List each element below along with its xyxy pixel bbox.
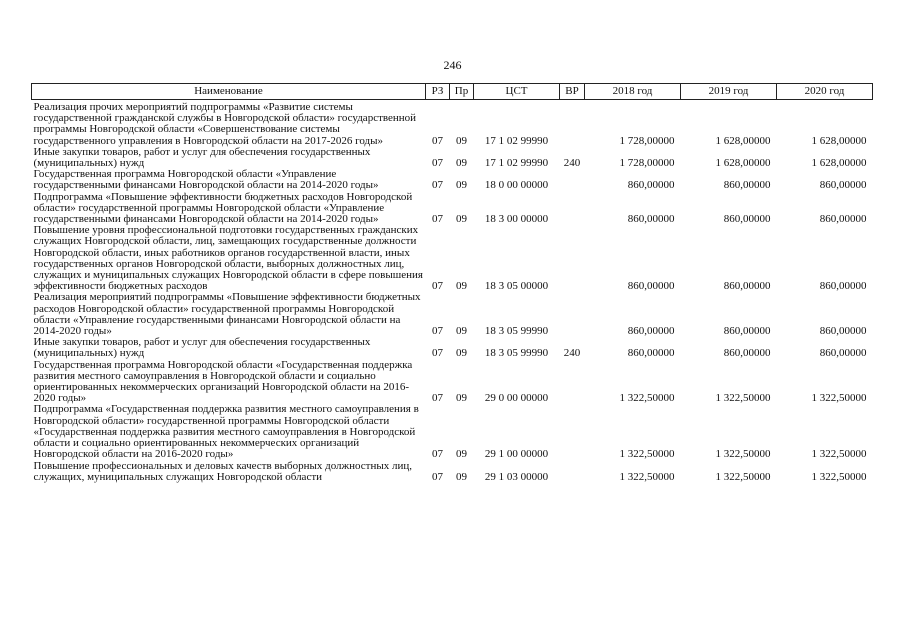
row-rz: 07 xyxy=(432,280,443,293)
row-2019: 860,00000 xyxy=(723,325,771,338)
row-vr xyxy=(560,292,585,337)
row-2020: 1 628,00000 xyxy=(811,157,867,170)
row-vr: 240 xyxy=(563,157,581,170)
row-rz: 07 xyxy=(432,470,443,483)
page-number: 246 xyxy=(443,58,462,72)
row-2019: 860,00000 xyxy=(723,280,771,293)
row-2018: 1 322,50000 xyxy=(619,470,675,483)
row-name: Подпрограмма «Повышение эффективности бюджетных расходов Новгородской области» государственной программы Новгородской области «Управление государственными финансами Новгородской области на 2014-2020 годы» xyxy=(33,190,413,226)
table-row xyxy=(32,337,873,359)
header-2018: 2018 год xyxy=(585,84,681,100)
header-name: Наименование xyxy=(32,84,426,100)
row-rz: 07 xyxy=(432,392,443,405)
row-2020: 860,00000 xyxy=(819,325,867,338)
row-name: Иные закупки товаров, работ и услуг для обеспечения государственных (муниципальных) нужд xyxy=(33,145,371,170)
row-pr: 09 xyxy=(456,392,467,405)
row-vr: 240 xyxy=(563,347,581,360)
row-vr xyxy=(560,192,585,226)
row-cst: 17 1 02 99990 xyxy=(484,157,549,170)
table-row xyxy=(32,169,873,191)
row-2018: 860,00000 xyxy=(627,213,675,226)
row-2018: 860,00000 xyxy=(627,347,675,360)
row-pr: 09 xyxy=(456,213,467,226)
row-2018: 860,00000 xyxy=(627,325,675,338)
row-vr xyxy=(560,404,585,460)
row-pr: 09 xyxy=(456,280,467,293)
table-row xyxy=(32,147,873,169)
row-name: Государственная программа Новгородской области «Управление государственными финансами Новгородской области на 2014-2020 годы» xyxy=(33,168,379,192)
row-cst: 18 3 00 00000 xyxy=(484,213,549,226)
row-cst: 18 0 00 00000 xyxy=(484,179,549,192)
row-rz: 07 xyxy=(432,179,443,192)
row-vr xyxy=(560,225,585,292)
row-cst: 29 0 00 00000 xyxy=(484,392,549,405)
row-rz: 07 xyxy=(432,347,443,360)
row-2018: 1 728,00000 xyxy=(619,134,675,147)
table-header-row xyxy=(32,84,873,100)
header-rz: РЗ xyxy=(426,84,450,100)
row-vr xyxy=(560,169,585,191)
table-row xyxy=(32,292,873,337)
row-2020: 860,00000 xyxy=(819,213,867,226)
row-pr: 09 xyxy=(456,157,467,170)
row-2018: 1 322,50000 xyxy=(619,392,675,405)
row-name: Иные закупки товаров, работ и услуг для обеспечения государственных (муниципальных) нужд xyxy=(33,336,371,360)
row-2018: 860,00000 xyxy=(627,280,675,293)
row-cst: 17 1 02 99990 xyxy=(484,134,549,147)
row-2020: 1 322,50000 xyxy=(811,470,867,483)
row-2018: 860,00000 xyxy=(627,179,675,192)
row-2020: 860,00000 xyxy=(819,179,867,192)
row-2018: 1 322,50000 xyxy=(619,448,675,461)
row-2019: 860,00000 xyxy=(723,179,771,192)
row-2019: 1 322,50000 xyxy=(715,470,771,483)
row-2020: 1 322,50000 xyxy=(811,392,867,405)
row-2019: 1 322,50000 xyxy=(715,392,771,405)
row-rz: 07 xyxy=(432,157,443,170)
row-pr: 09 xyxy=(456,347,467,360)
row-name: Реализация мероприятий подпрограммы «Повышение эффективности бюджетных расходов Новгородской области» государственной программы Новгородской области «Управление государственными финансами Новгородской области на 2014-2020 годы» xyxy=(33,291,421,338)
row-2019: 860,00000 xyxy=(723,347,771,360)
row-name: Реализация прочих мероприятий подпрограммы «Развитие системы государственной гражданской службы в Новгородской области» государственной программы Новгородской области «Совершенствование системы государственного управления в Новгородской области на 2017-2026 годы» xyxy=(33,101,417,147)
row-rz: 07 xyxy=(432,325,443,338)
header-2019: 2019 год xyxy=(681,84,777,100)
row-2020: 1 628,00000 xyxy=(811,134,867,147)
row-cst: 29 1 00 00000 xyxy=(484,448,549,461)
row-vr xyxy=(560,100,585,147)
row-cst: 18 3 05 00000 xyxy=(484,280,549,293)
row-name: Повышение профессиональных и деловых качеств выборных должностных лиц, служащих, муниципальных служащих Новгородской области xyxy=(33,459,413,483)
row-name: Подпрограмма «Государственная поддержка развития местного самоуправления в Новгородской области» государственной программы Новгородской области «Государственная поддержка развития местного самоуправления в Новгородской области и социально ориентированных некоммерческих организаций Новгородской области на 2016-2020 годы» xyxy=(33,403,419,461)
row-rz: 07 xyxy=(432,213,443,226)
table-row xyxy=(32,192,873,226)
header-cst: ЦСТ xyxy=(474,84,560,100)
row-pr: 09 xyxy=(456,470,467,483)
header-pr: Пр xyxy=(450,84,474,100)
row-pr: 09 xyxy=(456,134,467,147)
row-2020: 1 322,50000 xyxy=(811,448,867,461)
row-vr xyxy=(560,360,585,405)
table-row xyxy=(32,404,873,460)
table-row xyxy=(32,360,873,405)
row-2020: 860,00000 xyxy=(819,280,867,293)
row-rz: 07 xyxy=(432,448,443,461)
row-pr: 09 xyxy=(456,448,467,461)
row-name: Повышение уровня профессиональной подготовки государственных гражданских служащих Новгородской области, лиц, замещающих государственные должности Новгородской области, иных работников органов государственной власти, иных государственных органов Новгородской области, выборных должностных лиц, служащих и муниципальных служащих Новгородской области в сфере повышения эффективности бюджетных расходов xyxy=(33,224,423,293)
row-2018: 1 728,00000 xyxy=(619,157,675,170)
row-cst: 18 3 05 99990 xyxy=(484,347,549,360)
table-row xyxy=(32,100,873,147)
header-vr: ВР xyxy=(560,84,585,100)
row-2019: 1 628,00000 xyxy=(715,157,771,170)
row-2019: 860,00000 xyxy=(723,213,771,226)
table-row xyxy=(32,225,873,292)
row-pr: 09 xyxy=(456,179,467,192)
row-2019: 1 628,00000 xyxy=(715,134,771,147)
budget-table xyxy=(31,83,873,483)
row-cst: 18 3 05 99990 xyxy=(484,325,549,338)
row-vr xyxy=(560,461,585,483)
row-pr: 09 xyxy=(456,325,467,338)
row-rz: 07 xyxy=(432,134,443,147)
row-cst: 29 1 03 00000 xyxy=(484,470,549,483)
row-2020: 860,00000 xyxy=(819,347,867,360)
header-2020: 2020 год xyxy=(777,84,873,100)
row-name: Государственная программа Новгородской области «Государственная поддержка развития местного самоуправления в Новгородской области и социально ориентированных некоммерческих организаций Новгородской области на 2016-2020 годы» xyxy=(33,358,413,405)
table-row xyxy=(32,461,873,483)
row-2019: 1 322,50000 xyxy=(715,448,771,461)
